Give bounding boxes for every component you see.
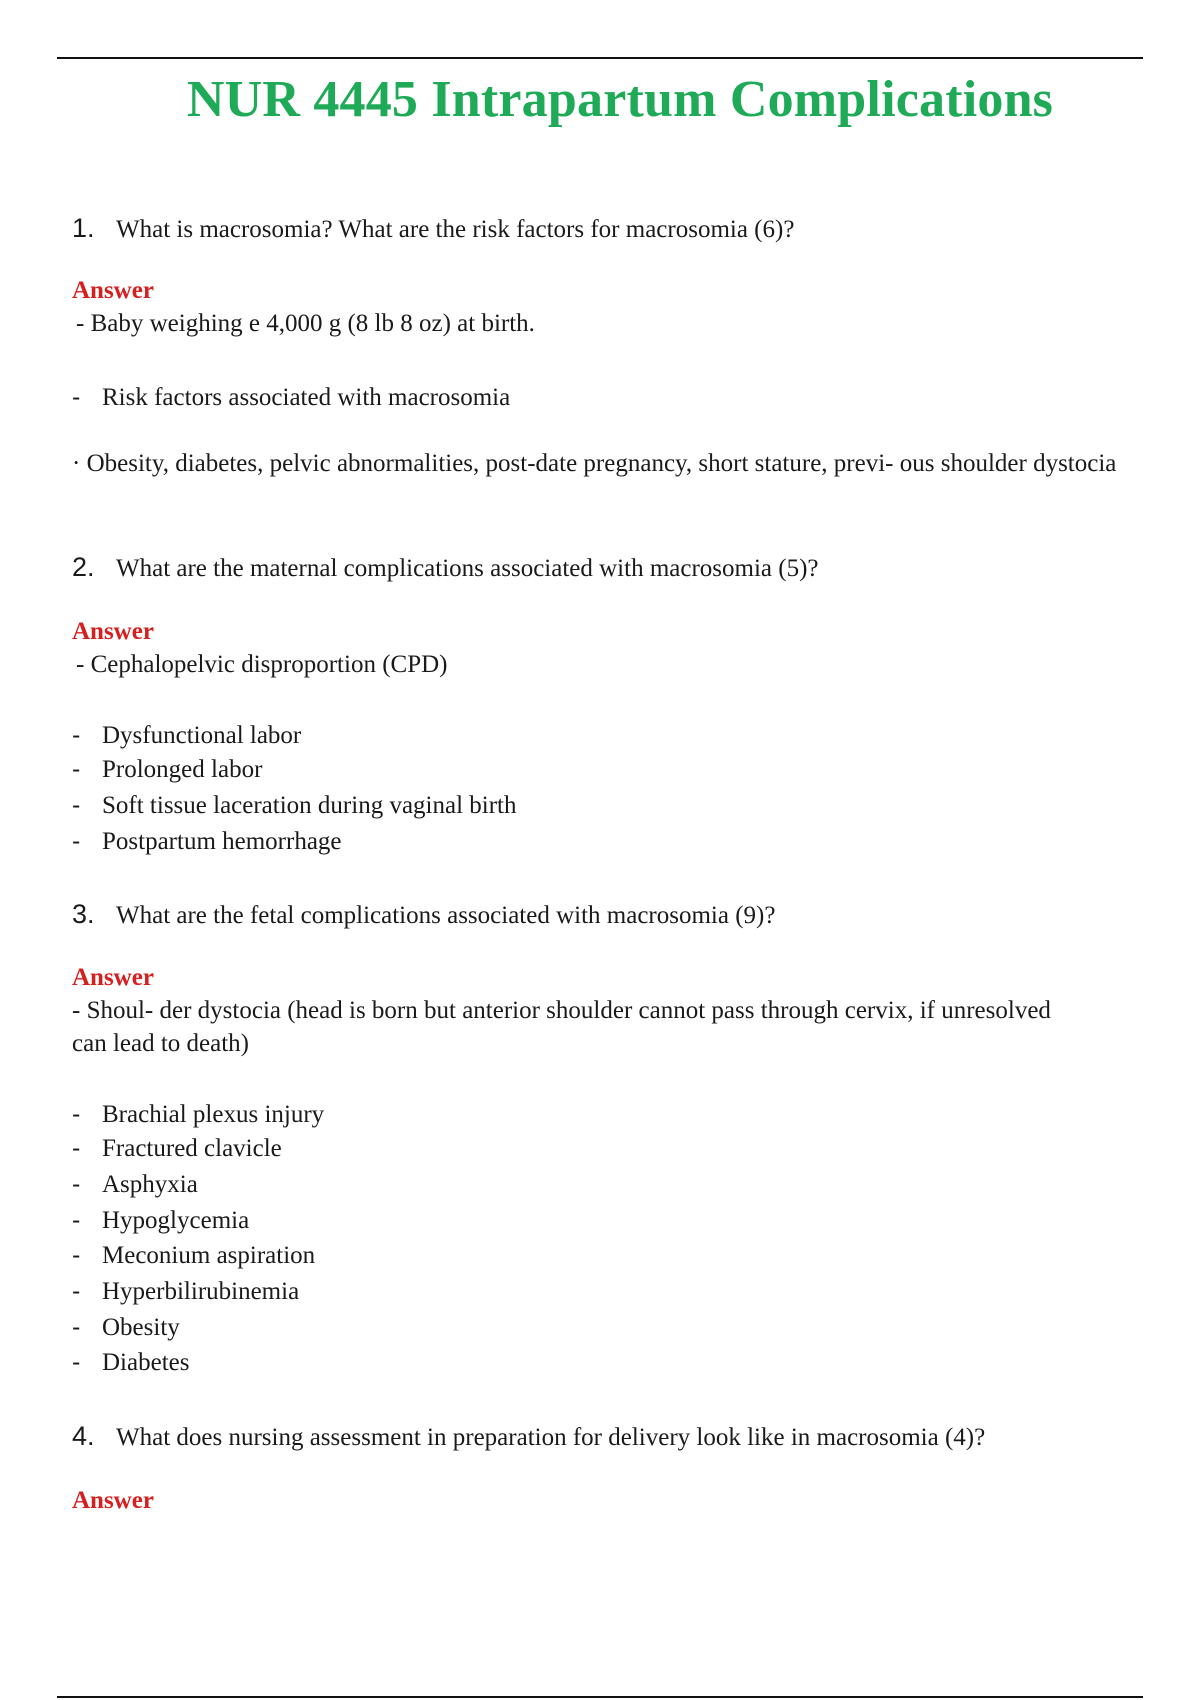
dash-marker: - [72, 1134, 81, 1162]
answer-list-item [72, 1238, 315, 1273]
question-1 [72, 212, 1152, 246]
list-item-text: Prolonged labor [102, 756, 263, 783]
answer-label: Answer [72, 618, 154, 645]
dash-marker: - [72, 383, 81, 411]
dash-marker: - [72, 755, 81, 783]
question-number: 4. [72, 1421, 95, 1451]
question-number: 2. [72, 552, 95, 582]
question-text: What does nursing assessment in preparation for delivery look like in macrosomia (4)? [116, 1424, 986, 1451]
list-item-text: Hypoglycemia [102, 1207, 250, 1234]
answer-paragraph: · Obesity, diabetes, pelvic abnormalities, post-date pregnancy, short stature, previ- ous shoulder dystocia [72, 450, 1117, 477]
answer-list-item [72, 824, 342, 859]
question-text: What are the fetal complications associated with macrosomia (9)? [116, 902, 776, 929]
list-item-text: Brachial plexus injury [102, 1101, 325, 1128]
answer-label: Answer [72, 964, 154, 991]
answer-paragraph: - Shoul- der dystocia (head is born but anterior shoulder cannot pass through cervix, if unresolved can lead to death) [72, 997, 1051, 1057]
list-item-text: Hyperbilirubinemia [102, 1278, 300, 1305]
question-4 [72, 1420, 1152, 1454]
dash-marker: - [72, 1206, 81, 1234]
question-2 [72, 551, 1152, 585]
answer-line: - Baby weighing e 4,000 g (8 lb 8 oz) at birth. [76, 310, 535, 337]
question-text: What are the maternal complications associated with macrosomia (5)? [116, 555, 819, 582]
list-item-text: Postpartum hemorrhage [102, 828, 342, 855]
dash-marker: - [72, 1241, 81, 1269]
answer-list-item [72, 380, 510, 415]
dash-marker: - [72, 1348, 81, 1376]
list-item-text: Diabetes [102, 1349, 190, 1376]
question-number: 1. [72, 213, 95, 243]
list-item-text: Asphyxia [102, 1171, 198, 1198]
answer-list-item [72, 788, 517, 823]
dash-marker: - [72, 827, 81, 855]
answer-list-item [72, 1345, 189, 1380]
answer-list-item [72, 1167, 198, 1202]
answer-label: Answer [72, 277, 154, 304]
answer-label: Answer [72, 1487, 154, 1514]
dash-marker: - [72, 1277, 81, 1305]
answer-line: - Cephalopelvic disproportion (CPD) [76, 651, 448, 678]
list-item-text: Meconium aspiration [102, 1242, 316, 1269]
bottom-rule [57, 1696, 1143, 1698]
question-3 [72, 898, 1152, 932]
list-item-text: Fractured clavicle [102, 1135, 282, 1162]
document-title: NUR 4445 Intrapartum Complications [186, 71, 1054, 128]
list-item-text: Risk factors associated with macrosomia [102, 384, 511, 411]
answer-list-item [72, 1131, 282, 1166]
answer-list-item [72, 1310, 180, 1345]
question-number: 3. [72, 899, 95, 929]
question-text: What is macrosomia? What are the risk factors for macrosomia (6)? [116, 216, 795, 243]
dash-marker: - [72, 1313, 81, 1341]
dash-marker: - [72, 1100, 81, 1128]
top-rule [57, 57, 1143, 59]
answer-list-item [72, 752, 262, 787]
dash-marker: - [72, 1170, 81, 1198]
list-item-text: Dysfunctional labor [102, 722, 302, 749]
answer-list-item [72, 1097, 324, 1132]
answer-list-item [72, 1203, 249, 1238]
list-item-text: Obesity [102, 1314, 180, 1341]
dash-marker: - [72, 721, 81, 749]
dash-marker: - [72, 791, 81, 819]
list-item-text: Soft tissue laceration during vaginal birth [102, 792, 517, 819]
answer-list-item [72, 1274, 299, 1309]
answer-list-item [72, 718, 301, 753]
